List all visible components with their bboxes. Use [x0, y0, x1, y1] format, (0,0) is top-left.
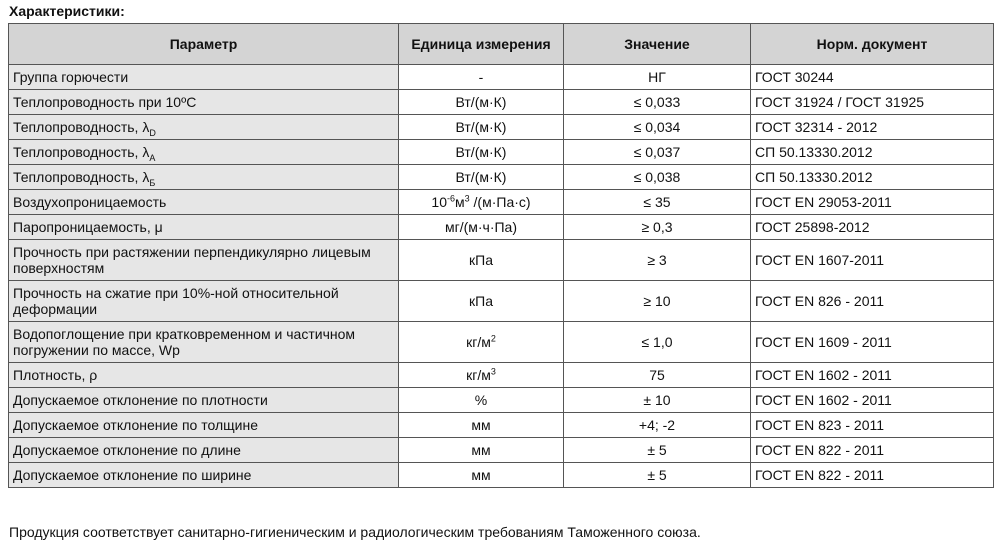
- param-cell: Воздухопроницаемость: [9, 190, 399, 215]
- unit-cell: кПа: [399, 240, 564, 281]
- param-cell: Теплопроводность, $\lambda_А$: [9, 140, 399, 165]
- value-cell: ± 10: [564, 388, 751, 413]
- table-row: [9, 90, 994, 115]
- value-cell: 75: [564, 363, 751, 388]
- unit-cell: %: [399, 388, 564, 413]
- param-cell: Группа горючести: [9, 65, 399, 90]
- unit-cell: $кг/м^2$: [399, 322, 564, 363]
- table-row: [9, 388, 994, 413]
- table-row: [9, 190, 994, 215]
- value-cell: ≤ 0,034: [564, 115, 751, 140]
- param-cell: Водопоглощение при кратковременном и частичном погружении по массе, Wp: [9, 322, 399, 363]
- unit-cell: мм: [399, 438, 564, 463]
- param-cell: Теплопроводность, $\lambda_Б$: [9, 165, 399, 190]
- compliance-note: Продукция соответствует санитарно-гигиеническим и радиологическим требованиям Таможенного союза.: [9, 524, 701, 540]
- param-cell: Допускаемое отклонение по плотности: [9, 388, 399, 413]
- table-row: [9, 65, 994, 90]
- param-cell: Прочность при растяжении перпендикулярно лицевым поверхностям: [9, 240, 399, 281]
- param-cell: Теплопроводность, $\lambda_D$: [9, 115, 399, 140]
- doc-cell: ГОСТ EN 29053-2011: [751, 190, 994, 215]
- table-row: [9, 240, 994, 281]
- param-cell: Прочность на сжатие при 10%-ной относительной деформации: [9, 281, 399, 322]
- section-heading: Характеристики:: [9, 3, 125, 19]
- unit-cell: $кг/м^3$: [399, 363, 564, 388]
- doc-cell: ГОСТ 25898-2012: [751, 215, 994, 240]
- unit-cell: мг/(м·ч·Па): [399, 215, 564, 240]
- unit-cell: Вт/(м·К): [399, 140, 564, 165]
- table-row: [9, 115, 994, 140]
- table-row: [9, 322, 994, 363]
- doc-cell: ГОСТ EN 1609 - 2011: [751, 322, 994, 363]
- value-cell: ≥ 0,3: [564, 215, 751, 240]
- unit-cell: -: [399, 65, 564, 90]
- characteristics-table: [8, 23, 994, 488]
- value-cell: ≤ 0,038: [564, 165, 751, 190]
- param-cell: Допускаемое отклонение по ширине: [9, 463, 399, 488]
- param-subscript: D: [149, 127, 156, 138]
- table-row: [9, 165, 994, 190]
- param-subscript: А: [149, 152, 156, 163]
- value-cell: ≤ 1,0: [564, 322, 751, 363]
- table-row: [9, 363, 994, 388]
- param-cell: Паропроницаемость, μ: [9, 215, 399, 240]
- doc-cell: ГОСТ EN 1607-2011: [751, 240, 994, 281]
- value-cell: ± 5: [564, 438, 751, 463]
- unit-cell: мм: [399, 463, 564, 488]
- value-cell: ≥ 10: [564, 281, 751, 322]
- table-row: [9, 281, 994, 322]
- unit-cell: Вт/(м·К): [399, 165, 564, 190]
- doc-cell: ГОСТ EN 822 - 2011: [751, 463, 994, 488]
- param-cell: Теплопроводность при 10ºС: [9, 90, 399, 115]
- unit-cell: $10^{-6}м^3$ /(м·Па·с): [399, 190, 564, 215]
- doc-cell: ГОСТ EN 823 - 2011: [751, 413, 994, 438]
- doc-cell: СП 50.13330.2012: [751, 140, 994, 165]
- column-header-doc: Норм. документ: [751, 24, 994, 65]
- doc-cell: ГОСТ 31924 / ГОСТ 31925: [751, 90, 994, 115]
- value-cell: ≤ 0,037: [564, 140, 751, 165]
- doc-cell: ГОСТ 32314 - 2012: [751, 115, 994, 140]
- value-cell: ± 5: [564, 463, 751, 488]
- doc-cell: СП 50.13330.2012: [751, 165, 994, 190]
- doc-cell: ГОСТ EN 1602 - 2011: [751, 388, 994, 413]
- unit-cell: Вт/(м·К): [399, 115, 564, 140]
- doc-cell: ГОСТ EN 1602 - 2011: [751, 363, 994, 388]
- column-header-unit: Единица измерения: [399, 24, 564, 65]
- doc-cell: ГОСТ EN 822 - 2011: [751, 438, 994, 463]
- value-cell: ≥ 3: [564, 240, 751, 281]
- unit-cell: Вт/(м·К): [399, 90, 564, 115]
- value-cell: ≤ 0,033: [564, 90, 751, 115]
- unit-cell: мм: [399, 413, 564, 438]
- table-row: [9, 140, 994, 165]
- param-cell: Допускаемое отклонение по толщине: [9, 413, 399, 438]
- doc-cell: ГОСТ EN 826 - 2011: [751, 281, 994, 322]
- value-cell: +4; -2: [564, 413, 751, 438]
- table-row: [9, 463, 994, 488]
- param-subscript: Б: [149, 177, 156, 188]
- column-header-value: Значение: [564, 24, 751, 65]
- column-header-param: Параметр: [9, 24, 399, 65]
- table-row: [9, 413, 994, 438]
- param-cell: Допускаемое отклонение по длине: [9, 438, 399, 463]
- unit-cell: кПа: [399, 281, 564, 322]
- table-header-row: [9, 24, 994, 65]
- table-row: [9, 215, 994, 240]
- value-cell: НГ: [564, 65, 751, 90]
- doc-cell: ГОСТ 30244: [751, 65, 994, 90]
- table-row: [9, 438, 994, 463]
- value-cell: ≤ 35: [564, 190, 751, 215]
- param-cell: Плотность, ρ: [9, 363, 399, 388]
